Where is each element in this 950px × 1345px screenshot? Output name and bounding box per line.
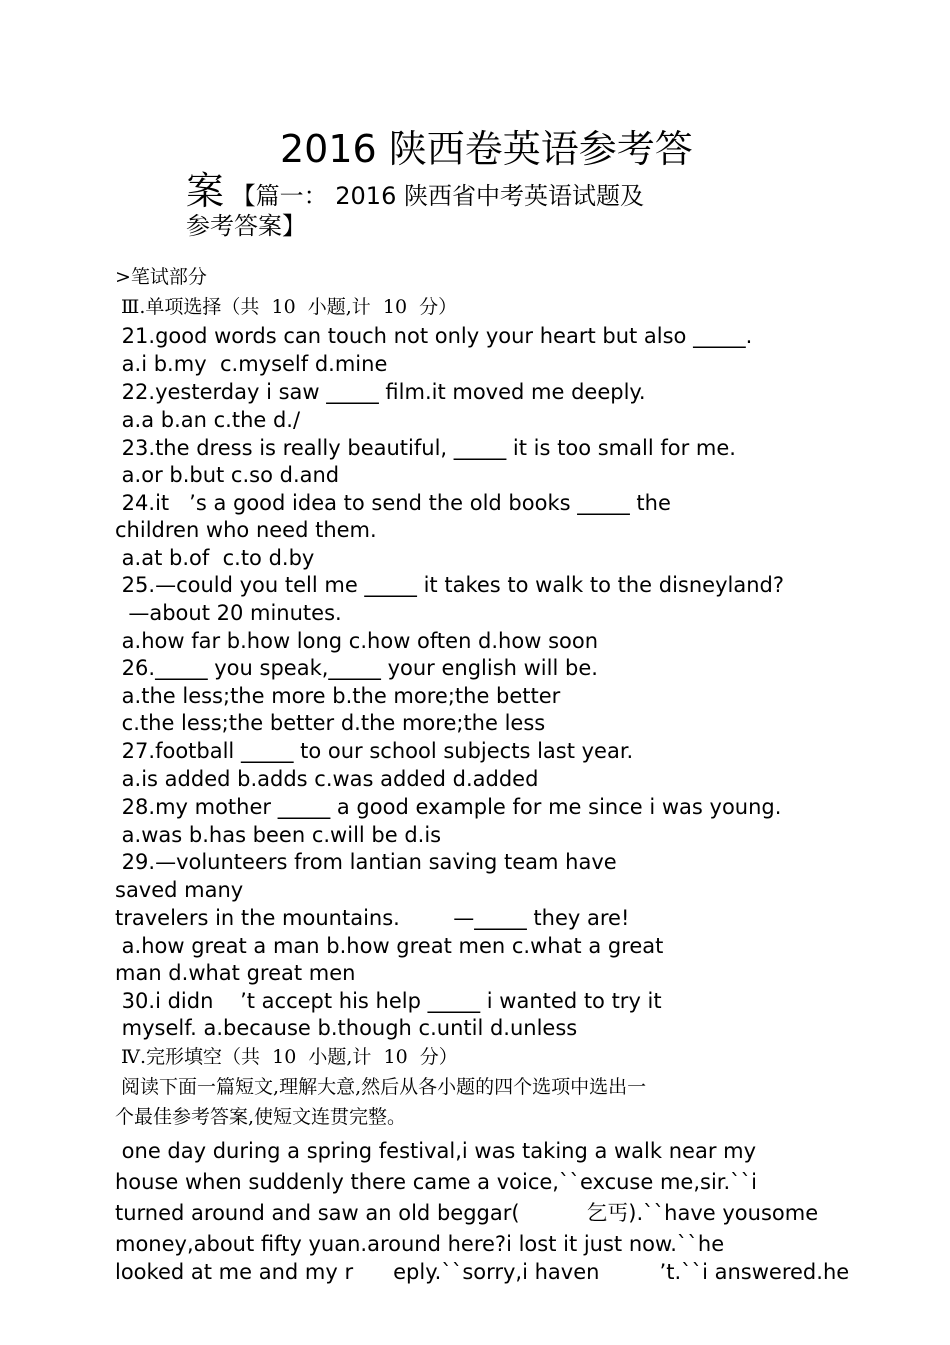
options-29b: man d.what great men	[115, 961, 356, 985]
passage-line-4: money,about fifty yuan.around here?i lost it just now.``he	[115, 1232, 725, 1256]
options-30: myself. a.because b.though c.until d.unless	[115, 1016, 578, 1040]
question-24-cont: children who need them.	[115, 518, 377, 542]
question-28: 28.my mother _____ a good example for me since i was young.	[115, 795, 782, 819]
title-subtitle: 【篇一： 2016 陕西省中考英语试题及	[224, 182, 644, 210]
question-29-cont2: travelers in the mountains. —_____ they are!	[115, 906, 630, 930]
options-26a: a.the less;the more b.the more;the better	[115, 684, 561, 708]
section-heading-single-choice: Ⅲ.单项选择（共 10 小题,计 10 分）	[115, 296, 458, 318]
passage-line-3: turned around and saw an old beggar( 乞丐).``have yousome	[115, 1201, 819, 1225]
options-28: a.was b.has been c.will be d.is	[115, 823, 442, 847]
title-char: 案	[186, 169, 225, 213]
options-25: a.how far b.how long c.how often d.how soon	[115, 629, 599, 653]
question-21: 21.good words can touch not only your heart but also _____.	[115, 324, 753, 348]
options-27: a.is added b.adds c.was added d.added	[115, 767, 539, 791]
options-21: a.i b.my c.myself d.mine	[115, 352, 388, 376]
question-26: 26._____ you speak,_____ your english will be.	[115, 656, 598, 680]
question-24: 24.it ’s a good idea to send the old books _____ the	[115, 491, 671, 515]
question-29-cont: saved many	[115, 878, 244, 902]
cloze-instructions: 阅读下面一篇短文,理解大意,然后从各小题的四个选项中选出一	[115, 1076, 647, 1098]
question-29: 29.—volunteers from lantian saving team have	[115, 850, 617, 874]
options-24: a.at b.of c.to d.by	[115, 546, 315, 570]
question-27: 27.football _____ to our school subjects last year.	[115, 739, 634, 763]
passage-line-1: one day during a spring festival,i was taking a walk near my	[115, 1139, 757, 1163]
cloze-instructions-cont: 个最佳参考答案,使短文连贯完整。	[115, 1106, 407, 1128]
options-22: a.a b.an c.the d./	[115, 408, 301, 432]
question-25-reply: —about 20 minutes.	[115, 601, 342, 625]
document-title: 2016 陕西卷英语参考答	[280, 127, 693, 171]
question-30: 30.i didn ’t accept his help _____ i wanted to try it	[115, 989, 662, 1013]
options-26b: c.the less;the better d.the more;the less	[115, 711, 546, 735]
section-written-part: >笔试部分	[115, 266, 207, 288]
question-22: 22.yesterday i saw _____ film.it moved me deeply.	[115, 380, 646, 404]
question-23: 23.the dress is really beautiful, _____ it is too small for me.	[115, 436, 736, 460]
section-heading-cloze: Ⅳ.完形填空（共 10 小题,计 10 分）	[115, 1046, 458, 1068]
passage-line-5: looked at me and my r eply.``sorry,i haven ’t.``i answered.he	[115, 1260, 850, 1284]
title-subtitle-line2: 参考答案】	[186, 212, 306, 240]
options-23: a.or b.but c.so d.and	[115, 463, 340, 487]
options-29a: a.how great a man b.how great men c.what a great	[115, 934, 664, 958]
passage-line-2: house when suddenly there came a voice,``excuse me,sir.``i	[115, 1170, 758, 1194]
question-25: 25.—could you tell me _____ it takes to walk to the disneyland?	[115, 573, 785, 597]
